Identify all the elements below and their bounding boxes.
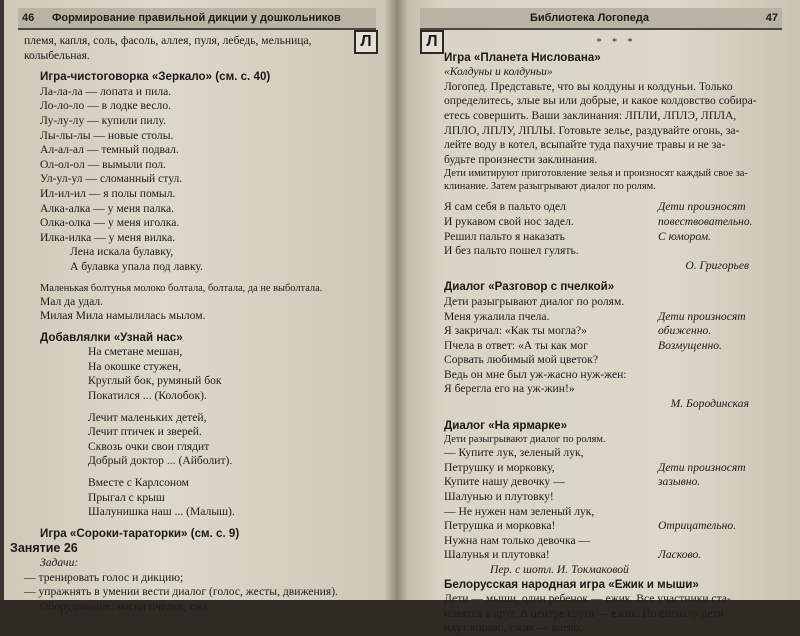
paragraph-gap	[24, 63, 354, 70]
text-line: Шалунишка наш ... (Малыш).	[88, 505, 235, 519]
stage-direction: Отрицательно.	[658, 519, 737, 533]
text-line: Добрый доктор ... (Айболит).	[88, 454, 233, 468]
left-page-header	[18, 8, 376, 30]
text-line: На окошке стужен,	[88, 359, 182, 373]
text-line: Задачи:	[40, 556, 79, 569]
stage-direction: обиженно.	[658, 324, 712, 338]
text-line: Игра «Планета Нислована»	[444, 50, 601, 64]
verse-row	[444, 310, 789, 325]
verse-line: — Купите лук, зеленый лук,	[444, 446, 584, 460]
stage-direction: Ласково.	[658, 548, 702, 562]
text-line: Ол-ол-ол — вымыли пол.	[40, 157, 166, 171]
text-line: Илка-илка — у меня вилка.	[40, 230, 176, 244]
text-line: Добавлялки «Узнай нас»	[40, 330, 183, 344]
text-line: Оборудование: маски пчелки, ежа.	[40, 599, 211, 613]
verse-row	[444, 230, 789, 245]
text-line: будьте произнести заклинания.	[444, 152, 598, 166]
paragraph-gap	[24, 520, 354, 527]
verse-line: И рукавом свой нос задел.	[444, 214, 574, 228]
left-page-number: 46	[22, 12, 35, 24]
text-line: Я берегла его на уж-жин!»	[444, 382, 575, 396]
verse-row	[444, 534, 789, 549]
text-line: определитесь, злые вы или добрые, и какое колдовство собира-	[444, 94, 757, 108]
right-page	[396, 0, 800, 635]
text-line: Ал-ал-ал — темный подвал.	[40, 143, 179, 157]
text-line: Ил-ил-ил — я полы помыл.	[40, 186, 176, 200]
right-header-title: Библиотека Логопеда	[530, 12, 650, 24]
text-line: О. Григорьев	[685, 258, 749, 272]
stage-direction: повествовательно.	[658, 214, 753, 228]
verse-line: Петрушку и морковку,	[444, 460, 555, 474]
paragraph-gap	[24, 404, 354, 411]
left-corner-letter: Л	[354, 30, 378, 54]
section-separator: * * *	[596, 37, 637, 48]
text-line: Маленькая болтунья молоко болтала, болтала, да не выболтала.	[40, 282, 323, 294]
verse-row	[444, 461, 789, 476]
right-page-header	[420, 8, 782, 30]
verse-line: Я закричал: «Как ты могла?»	[444, 324, 587, 338]
paragraph-gap	[24, 275, 354, 282]
text-line: Милая Мила намылилась мылом.	[40, 309, 206, 323]
verse-row	[444, 490, 789, 505]
right-page-text	[444, 36, 789, 636]
left-page	[4, 0, 396, 613]
right-page-number: 47	[765, 12, 778, 24]
text-line: М. Бородинская	[670, 397, 749, 411]
verse-row	[444, 353, 789, 368]
stage-direction: С юмором.	[658, 229, 712, 243]
text-line: клинание. Затем разыгрывают диалог по ролям.	[444, 181, 656, 193]
stage-direction: Дети произносят	[658, 200, 746, 214]
text-line: етесь совершить. Ваши заклинания: ЛПЛИ, ЛПЛЭ, ЛПЛА,	[444, 108, 737, 122]
verse-line: Сорвать любимый мой цветок?	[444, 353, 599, 367]
verse-line: Нужна нам только девочка —	[444, 533, 591, 547]
text-line: Алка-алка — у меня палка.	[40, 201, 175, 215]
text-line: А булавка упала под лавку.	[70, 259, 203, 273]
verse-line: — Не нужен нам зеленый лук,	[444, 504, 595, 518]
verse-row	[444, 475, 789, 490]
paragraph-gap	[24, 324, 354, 331]
text-line: Сквозь очки свои глядит	[88, 439, 210, 453]
text-line: Дети разыгрывают диалог по ролям.	[444, 294, 625, 308]
stage-direction: Дети произносят	[658, 460, 746, 474]
paragraph-gap	[444, 193, 789, 200]
verse-line: Шалунью и плутовку!	[444, 490, 554, 504]
verse-row	[444, 200, 789, 215]
verse-line: Петрушка и морковка!	[444, 519, 556, 533]
text-line: Пер. с шотл. И. Токмаковой	[490, 563, 629, 576]
text-line: Ведь он мне был уж-жасно нуж-жен:	[444, 367, 627, 381]
text-line: Ул-ул-ул — сломанный стул.	[40, 172, 183, 186]
verse-line: Шалунья и плутовка!	[444, 548, 550, 562]
text-line: новятся в круг. В центре круга — ежик. По сигналу дети	[444, 606, 724, 620]
verse-line: И без пальто пошел гулять.	[444, 244, 579, 258]
text-line: Покатился ... (Колобок).	[88, 389, 207, 403]
paragraph-gap	[24, 469, 354, 476]
verse-line: Я сам себя в пальто одел	[444, 200, 566, 214]
verse-row	[444, 446, 789, 461]
stage-direction: зазывно.	[658, 475, 701, 489]
paragraph-gap	[444, 273, 789, 280]
text-line: — тренировать голос и дикцию;	[24, 570, 184, 584]
text-line: Дети разыгрывают диалог по ролям.	[444, 434, 606, 446]
text-line: Прыгал с крыш	[88, 490, 165, 504]
text-line: Игра «Сороки-тараторки» (см. с. 9)	[40, 526, 240, 540]
verse-row	[444, 505, 789, 520]
paragraph-gap	[444, 412, 789, 419]
stage-direction: Возмущенно.	[658, 338, 722, 352]
text-line: ЛПЛО, ЛПЛУ, ЛПЛЫ. Готовьте зелье, раздувайте огонь, за-	[444, 123, 740, 137]
verse-line: Купите нашу девочку —	[444, 475, 565, 489]
text-line: Белорусская народная игра «Ежик и мыши»	[444, 577, 699, 591]
text-line: Круглый бок, румяный бок	[88, 374, 222, 388]
verse-line: Решил пальто я наказать	[444, 229, 565, 243]
text-line: Ла-ла-ла — лопата и пила.	[40, 84, 172, 98]
verse-line: Меня ужалила пчела.	[444, 309, 550, 323]
text-line: Логопед. Представьте, что вы колдуны и колдуньи. Только	[444, 79, 733, 93]
stage-direction: Дети произносят	[658, 309, 746, 323]
text-line: Дети — мыши, один ребенок — ежик. Все участники ста-	[444, 592, 731, 606]
text-line: идут вправо, ежик — влево.	[444, 621, 583, 635]
text-line: Диалог «На ярмарке»	[444, 418, 568, 432]
text-line: Лена искала булавку,	[70, 245, 174, 259]
text-line: Лу-лу-лу — купили пилу.	[40, 113, 166, 127]
text-line: Занятие 26	[10, 541, 78, 556]
verse-row	[444, 548, 789, 563]
text-line: Олка-олка — у меня иголка.	[40, 216, 180, 230]
text-line: Лечит птичек и зверей.	[88, 425, 202, 439]
text-line: «Колдуны и колдуньи»	[444, 65, 553, 79]
text-line: — упражнять в умении вести диалог (голос, жесты, движения).	[24, 585, 338, 599]
right-corner-letter: Л	[420, 30, 444, 54]
text-line: Игра-чистоговорка «Зеркало» (см. с. 40)	[40, 70, 271, 84]
verse-line: Пчела в ответ: «А ты как мог	[444, 338, 588, 352]
left-page-text	[10, 34, 354, 614]
text-line: лейте воду в котел, всыпайте туда пахучие травы и не за-	[444, 138, 726, 152]
verse-row	[444, 339, 789, 354]
text-line: Лы-лы-лы — новые столы.	[40, 128, 174, 142]
verse-row	[444, 519, 789, 534]
verse-row	[444, 215, 789, 230]
text-line: племя, капля, соль, фасоль, аллея, пуля, лебедь, мельница,	[24, 34, 312, 47]
text-line: Лечит маленьких детей,	[88, 410, 207, 424]
text-line: Дети имитируют приготовление зелья и произносят каждый свое за-	[444, 168, 748, 180]
text-line: На сметане мешан,	[88, 345, 183, 359]
verse-row	[444, 324, 789, 339]
text-line: Ло-ло-ло — в лодке весло.	[40, 99, 172, 113]
verse-row	[444, 244, 789, 259]
left-header-title: Формирование правильной дикции у дошкольников	[52, 12, 341, 24]
text-line: колыбельная.	[24, 48, 90, 62]
text-line: Вместе с Карлсоном	[88, 476, 190, 490]
text-line: Мал да удал.	[40, 294, 104, 308]
text-line: Диалог «Разговор с пчелкой»	[444, 280, 615, 294]
